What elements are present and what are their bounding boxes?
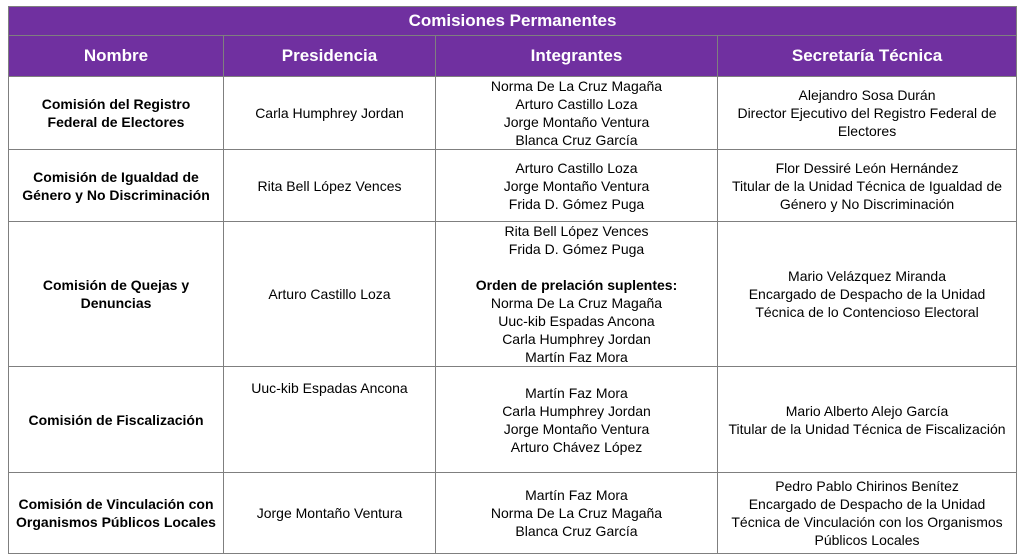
commission-presidency: Arturo Castillo Loza bbox=[224, 222, 436, 367]
column-header-name: Nombre bbox=[9, 36, 224, 77]
table-header-row bbox=[9, 36, 1017, 77]
table-title: Comisiones Permanentes bbox=[9, 7, 1017, 36]
member-name: Norma De La Cruz Magaña bbox=[490, 505, 663, 521]
substitute-name: Uuc-kib Espadas Ancona bbox=[498, 313, 655, 329]
table-row bbox=[9, 473, 1017, 554]
commission-presidency: Uuc-kib Espadas Ancona bbox=[224, 367, 436, 473]
secretary-name: Alejandro Sosa Durán bbox=[798, 87, 936, 103]
commission-presidency: Jorge Montaño Ventura bbox=[224, 473, 436, 554]
secretary-role: Encargado de Despacho de la Unidad Técnica de lo Contencioso Electoral bbox=[748, 286, 986, 320]
secretary-role: Titular de la Unidad Técnica de Fiscalización bbox=[728, 420, 1006, 437]
column-header-members: Integrantes bbox=[436, 36, 718, 77]
member-name: Carla Humphrey Jordan bbox=[502, 402, 651, 419]
commission-members bbox=[436, 150, 718, 222]
secretary-name: Mario Alberto Alejo García bbox=[785, 402, 949, 419]
commission-secretariat bbox=[718, 222, 1017, 367]
commission-name: Comisión del Registro Federal de Electores bbox=[9, 77, 224, 150]
secretary-name: Flor Dessiré León Hernández bbox=[775, 159, 959, 176]
commission-secretariat bbox=[718, 367, 1017, 473]
member-name: Jorge Montaño Ventura bbox=[503, 177, 650, 194]
commission-members bbox=[436, 222, 718, 367]
commission-name: Comisión de Igualdad de Género y No Discriminación bbox=[9, 150, 224, 222]
commission-members bbox=[436, 473, 718, 554]
column-header-secretariat: Secretaría Técnica bbox=[718, 36, 1017, 77]
substitute-name: Norma De La Cruz Magaña bbox=[490, 295, 663, 311]
secretary-role: Director Ejecutivo del Registro Federal de Electores bbox=[737, 105, 997, 139]
commission-presidency: Rita Bell López Vences bbox=[224, 150, 436, 222]
commission-name: Comisión de Fiscalización bbox=[9, 367, 224, 473]
secretary-role: Titular de la Unidad Técnica de Igualdad de Género y No Discriminación bbox=[731, 177, 1003, 212]
commission-name: Comisión de Quejas y Denuncias bbox=[9, 222, 224, 367]
table-title-row bbox=[9, 7, 1017, 36]
member-name: Jorge Montaño Ventura bbox=[503, 114, 650, 130]
member-name: Arturo Castillo Loza bbox=[515, 159, 638, 176]
commissions-table bbox=[8, 6, 1017, 554]
member-name: Arturo Castillo Loza bbox=[515, 96, 638, 112]
member-name: Frida D. Gómez Puga bbox=[508, 195, 645, 212]
table-row bbox=[9, 150, 1017, 222]
substitute-name: Carla Humphrey Jordan bbox=[502, 331, 651, 347]
member-name: Martín Faz Mora bbox=[525, 384, 628, 401]
member-name: Arturo Chávez López bbox=[510, 438, 643, 455]
commissions-table-container bbox=[8, 6, 1016, 554]
member-name: Frida D. Gómez Puga bbox=[508, 241, 645, 257]
commission-presidency: Carla Humphrey Jordan bbox=[224, 77, 436, 150]
member-name: Norma De La Cruz Magaña bbox=[490, 78, 663, 94]
commission-secretariat bbox=[718, 473, 1017, 554]
commission-secretariat bbox=[718, 150, 1017, 222]
secretary-name: Pedro Pablo Chirinos Benítez bbox=[775, 478, 959, 494]
member-name: Jorge Montaño Ventura bbox=[503, 420, 650, 437]
commission-secretariat bbox=[718, 77, 1017, 150]
commission-members bbox=[436, 77, 718, 150]
member-name: Martín Faz Mora bbox=[525, 487, 628, 503]
table-row bbox=[9, 367, 1017, 473]
table-row bbox=[9, 222, 1017, 367]
column-header-presidency: Presidencia bbox=[224, 36, 436, 77]
table-row bbox=[9, 77, 1017, 150]
commission-members bbox=[436, 367, 718, 473]
member-name: Rita Bell López Vences bbox=[504, 223, 649, 239]
substitutes-heading: Orden de prelación suplentes: bbox=[475, 277, 678, 293]
secretary-role: Encargado de Despacho de la Unidad Técnica de Vinculación con los Organismos Públicos Locales bbox=[731, 496, 1003, 548]
commission-name: Comisión de Vinculación con Organismos Públicos Locales bbox=[9, 473, 224, 554]
secretary-name: Mario Velázquez Miranda bbox=[788, 268, 947, 284]
member-name: Blanca Cruz García bbox=[515, 523, 638, 539]
substitute-name: Martín Faz Mora bbox=[525, 349, 628, 365]
member-name: Blanca Cruz García bbox=[515, 132, 638, 148]
